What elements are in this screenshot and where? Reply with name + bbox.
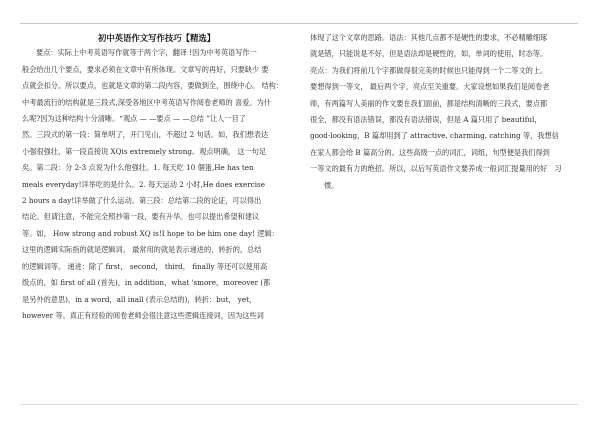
text-line: 矣。第二段：分 2-3 点说为什么他强壮。1. 每天吃 10 個蛋,He has ten (22, 163, 254, 173)
text-line: good-looking，B 篇却用到了 attractive, charming, catching 等，我想信 (310, 131, 559, 141)
text-line: 亮点：为我们将前几个字都做得很完美的时候也只能得到一个二等文的上。 (310, 65, 548, 75)
text-line: 就是错，只能说是不好，但是语法却是硬性的，如，单词的使用，时态等。 (310, 49, 548, 59)
text-line: 结论。但请注意，不能完全照抄第一段，要有升华。也可以提出希望和建议 (22, 212, 260, 222)
text-line: 的逻辑词等。 递进：除了 first， second， third， finally 等还可以使用高 (22, 261, 268, 271)
text-line: 这里的逻辑实际指的就是逻辑词。 最常用的就是表示递进的，转折的，总结 (22, 245, 262, 255)
right-column (310, 30, 580, 194)
text-line: 是另外的意思)，in a word，all inall (表示总结的)，转折：but， yet， (22, 294, 257, 304)
bottom-rule (20, 404, 578, 405)
text-line: 然。三段式的第一段：简单明了，开门见山，不超过 2 句话。如，我们想表达 (22, 130, 269, 140)
document-title: 初中英语作文写作技巧【精选】 (97, 33, 216, 43)
left-column (22, 30, 291, 324)
text-line: 要想得到一等文， 最后两个字，亮点至关重要。大家设想如果我们是阅卷老 (310, 82, 550, 92)
text-line: 一等文的最有力的绝招。所以，以后写英语作文要养成一般词汇提量用的好 习 (310, 164, 562, 174)
text-line: 体现了这个文章的思路。语法：其他几点都不是硬性的要求，不必精雕细琢 (310, 33, 548, 42)
text-line: meals everyday!详举吃的是什么。2. 每天运动 2 小时,He does exercise (22, 179, 265, 189)
text-line: 中考最流行的结构就是三段式,深受各地区中考英语写作阅卷老师的 喜爱。为什 (22, 97, 271, 107)
text-line: 师，有两篇写人美丽的作文要在我们面前，都是结构清晰的三段式，要点都 (310, 98, 548, 108)
text-line: 点就会扣分。所以要点，也就是文章的第二段内容，要做到全，围绕中心。 结构： (22, 81, 284, 91)
text-line: 在家人都会给 B 篇高分的。这些高级一点的词汇，词组，句型便是我们得到 (310, 147, 550, 157)
text-line: 么呢?因为这种结构十分清晰。“观点 — —要点 — —总结 ”让人一目了 (22, 114, 246, 124)
top-rule (20, 23, 578, 24)
text-line: 等。如， How strong and robust XQ is!I hope to be him one day! 逻辑： (22, 228, 279, 238)
text-line: however 等。真正有经验的阅卷老师会很注意这些逻辑连接词，因为这些词 (22, 310, 264, 320)
text-line: 小强很强壮，第一段直接说 XQis extremely strong。观点明确， 这一句足 (22, 146, 267, 156)
text-line: 2 hours a day!详举做了什么运动。第三段：总结第二段的论证，可以得出 (22, 196, 262, 206)
text-line: 惯。 (324, 180, 339, 190)
text-line: 要点：实际上中考英语写作就等于两个字，翻译 !因为中考英语写作一 (36, 48, 257, 58)
text-line: 般会给出几个要点，要求必须在文章中有所体现。文章写的再好，只要缺少 要 (22, 64, 269, 74)
text-line: 很全，都没有语法错误，都没有语法错误，但是 A 篇只用了 beautiful， (310, 115, 542, 125)
text-line: 级点的，如 first of all (首先)，in addition，what 'smore，moreover (都 (22, 278, 271, 288)
